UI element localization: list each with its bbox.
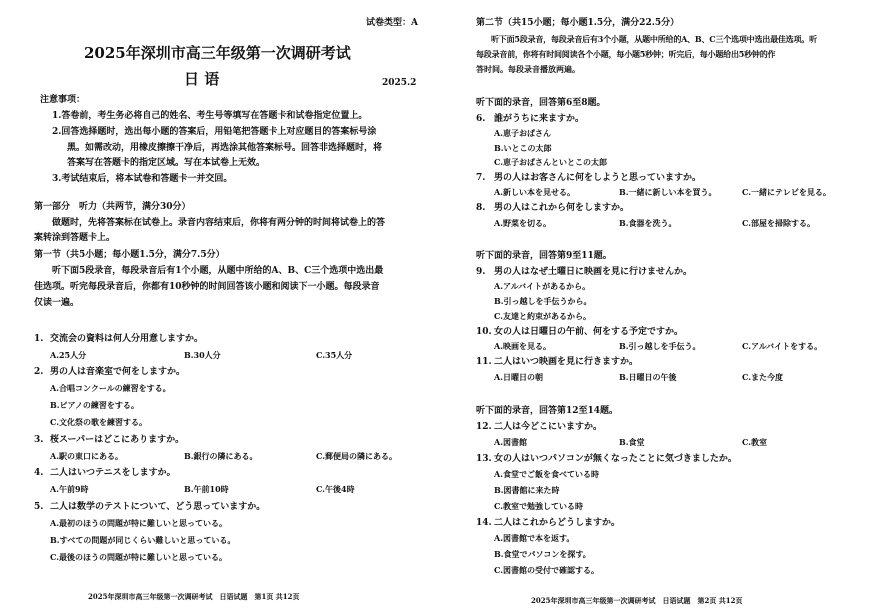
notice-line: 1.答卷前，考生务必将自己的姓名、考生号等填写在答题卡和试卷指定位置上。 [52, 111, 368, 121]
section1-intro-line: 佳选项。听完每段录音后，你都有10秒钟的时间回答该小题和阅读下一小题。每段录音 [34, 282, 380, 292]
group-heading: 听下面的录音，回答第6至8题。 [476, 98, 606, 108]
question-number: 3. [34, 435, 44, 445]
option-b: B.図書館に来た時 [494, 485, 560, 495]
option-c: C.アルバイトをする。 [742, 341, 823, 351]
option-c: C.教室で勉強している時 [494, 501, 584, 511]
question-number: 5. [34, 502, 44, 512]
option-a: A.恵子おばさん [494, 128, 551, 138]
option-b: B.30人分 [184, 350, 221, 360]
question-number: 13. [476, 454, 492, 464]
option-a: A.最初のほうの問題が特に難しいと思っている。 [50, 518, 227, 528]
section1-intro-line: 仅读一遍。 [34, 298, 80, 308]
question-number: 7. [476, 173, 486, 183]
section2-intro-line: 答时间。每段录音播放两遍。 [476, 64, 580, 74]
question-text: 男の人はなぜ土曜日に映画を見に行けませんか。 [494, 267, 693, 277]
part1-intro-line: 做题时，先将答案标在试卷上。录音内容结束后，你将有两分钟的时间将试卷上的答 [52, 218, 386, 228]
option-a: A.図書館で本を返す。 [494, 533, 575, 543]
question-text: 二人は数学のテストについて、どう思っていますか。 [50, 502, 266, 512]
question-text: 男の人は音楽室で何をしますか。 [50, 367, 186, 377]
question-number: 4. [34, 468, 44, 478]
option-a: A.食堂でご飯を食べている時 [494, 469, 599, 479]
option-c: C.35人分 [316, 350, 353, 360]
option-b: B.ピアノの練習をする。 [50, 400, 139, 410]
part1-heading: 第一部分 听力（共两节，满分30分） [34, 202, 191, 212]
option-b: B.いとこの太郎 [494, 143, 552, 153]
option-b: B.午前10時 [184, 484, 229, 494]
option-c: C.友達と約束があるから。 [494, 311, 592, 321]
option-c: C.図書館の受付で確認する。 [494, 565, 600, 575]
option-b: B.すべての問題が同じくらい難しいと思っている。 [50, 535, 236, 545]
option-a: A.25人分 [50, 350, 87, 360]
question-text: 二人はいつ映画を見に行きますか。 [494, 357, 639, 367]
option-c: C.部屋を掃除する。 [742, 218, 816, 228]
option-c: C.恵子おばさんといとこの太郎 [494, 157, 608, 167]
question-number: 1. [34, 334, 44, 344]
question-text: 男の人はこれから何をしますか。 [494, 203, 630, 213]
option-c: C.教室 [742, 437, 768, 447]
option-a: A.新しい本を見せる。 [494, 187, 575, 197]
group-heading: 听下面的录音，回答第9至11题。 [476, 251, 612, 261]
option-b: B.銀行の隣にある。 [184, 451, 258, 461]
group-heading: 听下面的录音，回答第12至14题。 [476, 406, 619, 416]
section2-intro-line: 每段录音前，你将有时间阅读各个小题，每小题5秒钟；听完后，每小题给出5秒钟的作 [476, 49, 776, 59]
exam-date: 2025.2 [382, 78, 417, 88]
question-text: 二人はいつテニスをしますか。 [50, 468, 176, 478]
option-a: A.野菜を切る。 [494, 218, 551, 228]
question-text: 女の人はいつパソコンが無くなったことに気づきましたか。 [494, 454, 737, 464]
question-number: 10. [476, 327, 492, 337]
question-text: 誰がうちに来ますか。 [494, 114, 585, 124]
section1-heading: 第一节（共5小题；每小题1.5分，满分7.5分） [34, 250, 225, 260]
option-b: B.食堂でパソコンを探す。 [494, 549, 591, 559]
footer-left: 2025年深圳市高三年级第一次调研考试 日语试题 第1页 共12页 [88, 592, 300, 601]
notice-line: 黑。如需改动，用橡皮擦擦干净后，再选涂其他答案标号。回答非选择题时，将 [67, 143, 383, 153]
subject-title: 日 语 [184, 70, 220, 88]
option-c: C.文化祭の歌を練習する。 [50, 417, 148, 427]
notice-heading: 注意事项： [40, 95, 86, 105]
question-text: 男の人はお客さんに何をしようと思っていますか。 [494, 173, 702, 183]
question-text: 桜スーパーはどこにありますか。 [50, 435, 185, 445]
section2-intro-line: 听下面5段录音，每段录音后有3个小题，从题中所给的A、B、C三个选项中选出最佳选项。听 [491, 34, 817, 44]
option-c: C.また今度 [742, 372, 784, 382]
option-a: A.日曜日の朝 [494, 372, 543, 382]
option-a: A.午前9時 [50, 484, 89, 494]
footer-right: 2025年深圳市高三年级第一次调研考试 日语试题 第2页 共12页 [531, 596, 743, 605]
option-a: A.映画を見る。 [494, 341, 551, 351]
exam-type: 试卷类型：A [366, 18, 418, 28]
option-a: A.図書館 [494, 437, 527, 447]
question-number: 12. [476, 422, 492, 432]
question-number: 2. [34, 367, 44, 377]
part1-intro-line: 案转涂到答题卡上。 [34, 233, 116, 243]
option-c: C.最後のほうの問題が特に難しいと思っている。 [50, 552, 228, 562]
question-number: 14. [476, 518, 492, 528]
option-c: C.一緒にテレビを見る。 [742, 187, 831, 197]
question-text: 二人はこれからどうしますか。 [494, 518, 621, 528]
notice-line: 3.考试结束后，将本试卷和答题卡一并交回。 [52, 174, 233, 184]
option-a: A.合唱コンクールの練習をする。 [50, 383, 171, 393]
section2-heading: 第二节（共15小题；每小题1.5分，满分22.5分） [476, 18, 680, 28]
option-c: C.郵便局の隣にある。 [316, 451, 398, 461]
option-a: A.アルバイトがあるから。 [494, 281, 591, 291]
exam-title: 2025年深圳市高三年级第一次调研考试 [84, 44, 351, 62]
option-b: B.引っ越しを手伝う。 [619, 341, 701, 351]
option-b: B.食堂 [619, 437, 645, 447]
notice-line: 答案写在答题卡的指定区域。写在本试卷上无效。 [67, 158, 266, 168]
option-c: C.午後4時 [316, 484, 355, 494]
option-b: B.食器を洗う。 [619, 218, 677, 228]
option-b: B.日曜日の午後 [619, 372, 677, 382]
option-b: B.一緒に新しい本を買う。 [619, 187, 717, 197]
option-a: A.駅の東口にある。 [50, 451, 123, 461]
question-text: 交流会の資料は何人分用意しますか。 [50, 334, 204, 344]
question-text: 二人は今どこにいますか。 [494, 422, 603, 432]
question-number: 6. [476, 114, 486, 124]
question-text: 女の人は日曜日の午前、何をする予定ですか。 [494, 327, 684, 337]
question-number: 8. [476, 203, 486, 213]
question-number: 11. [476, 357, 492, 367]
section1-intro-line: 听下面5段录音，每段录音后有1个小题，从题中所给的A、B、C三个选项中选出最 [52, 266, 384, 276]
notice-line: 2.回答选择题时，选出每小题的答案后，用铅笔把答题卡上对应题目的答案标号涂 [52, 127, 377, 137]
option-b: B.引っ越しを手伝うから。 [494, 296, 592, 306]
question-number: 9. [476, 267, 486, 277]
